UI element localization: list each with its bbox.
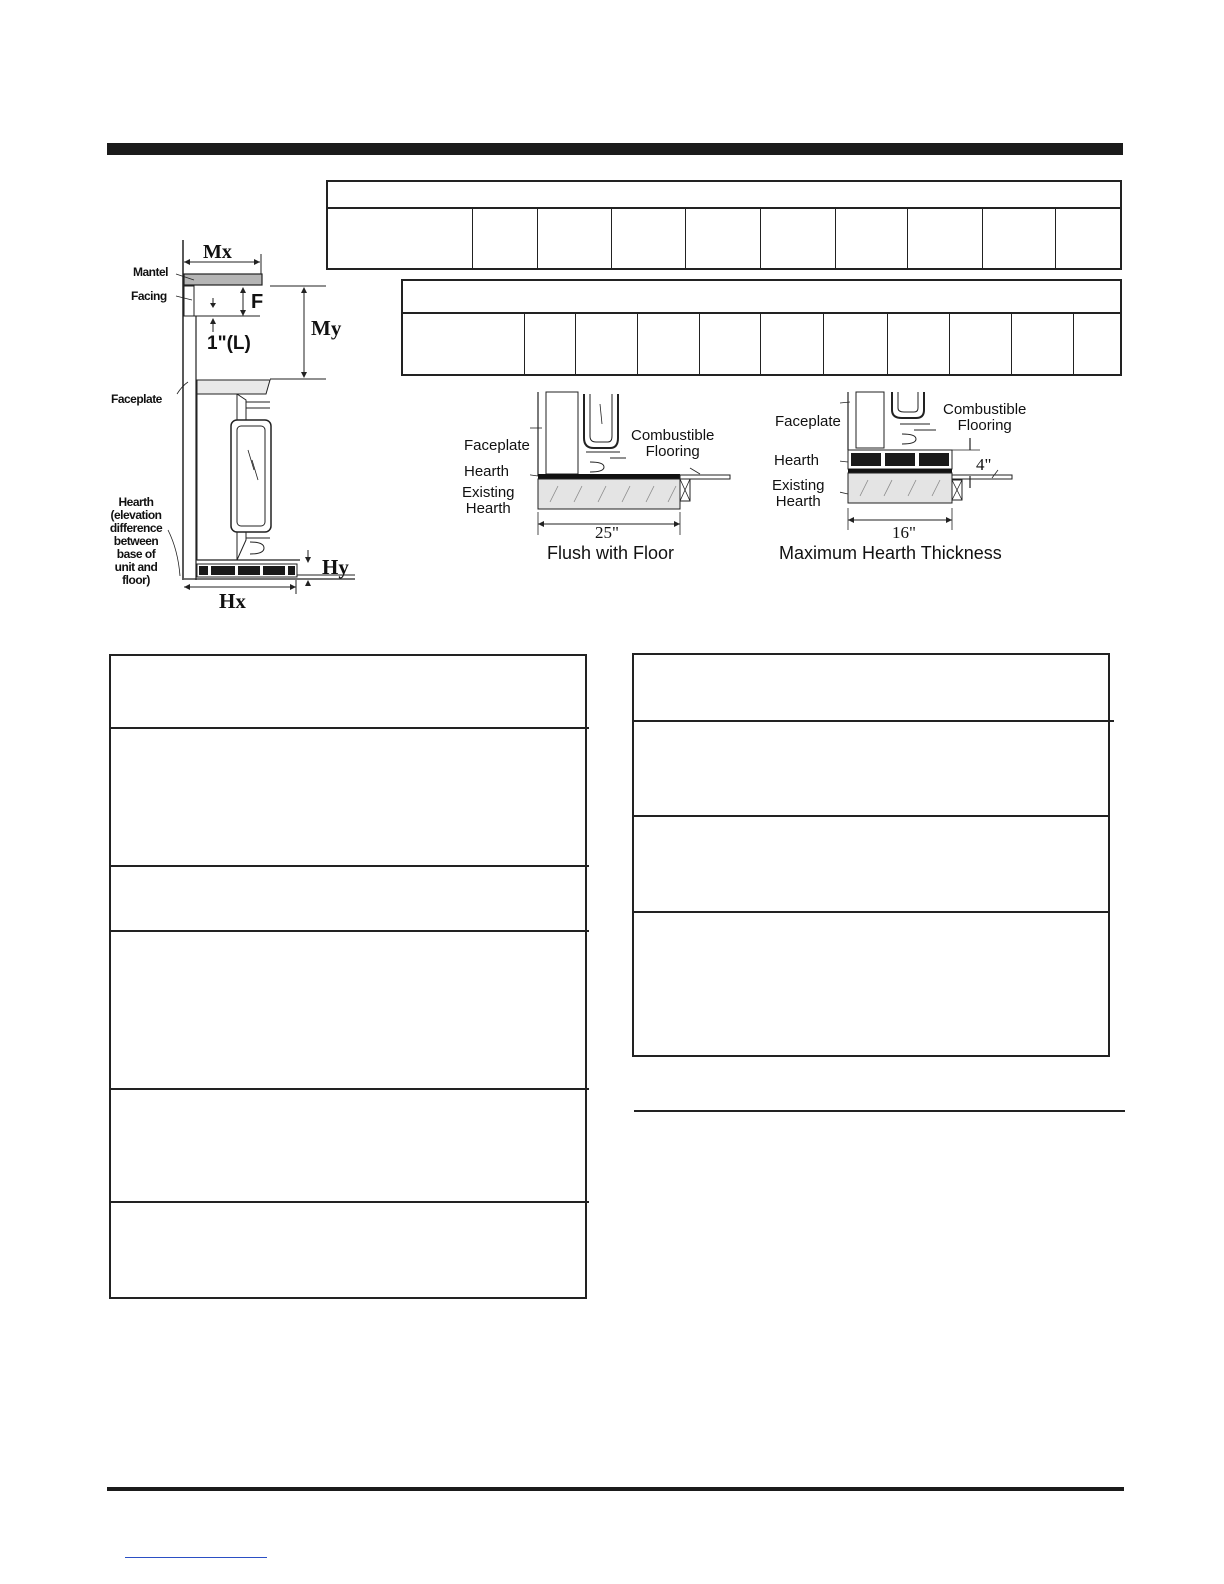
section-rule [634,1110,1125,1112]
flush-faceplate-label: Faceplate [464,437,530,454]
flush-existing-hearth-label: Existing Hearth [462,484,515,517]
flush-hearth-diagram [530,390,735,540]
footer-link-underline[interactable] [125,1557,267,1558]
max-caption: Maximum Hearth Thickness [779,543,1002,563]
mx-label: Mx [203,241,232,263]
my-label: My [311,316,342,340]
left-instruction-box [109,654,587,1299]
flush-flooring-label: Combustible Flooring [631,427,715,460]
l-clearance-label: 1"(L) [207,333,251,354]
max-flooring-label: Combustible Flooring [943,401,1027,434]
hearth-note: Hearth (elevation difference between base of unit and floor) [109,495,163,587]
mantel-clearance-table [326,180,1122,270]
header-rule [107,143,1123,155]
hearth-clearance-table [401,279,1122,376]
footer-rule [107,1487,1124,1491]
table-header-divider [403,312,1120,314]
flush-caption: Flush with Floor [547,543,675,563]
hx-label: Hx [219,589,246,613]
f-label: F [251,291,264,313]
right-instruction-box [632,653,1110,1057]
max-existing-hearth-label: Existing Hearth [772,477,825,510]
max-faceplate-label: Faceplate [775,413,841,430]
max-width-dimension: 16" [892,523,916,542]
flush-hearth-label: Hearth [464,463,510,480]
flush-width-dimension: 25" [595,523,619,542]
faceplate-label: Faceplate [111,392,162,406]
facing-label: Facing [131,289,167,303]
hy-label: Hy [322,555,349,579]
mantel-label: Mantel [133,265,169,279]
max-height-dimension: 4" [976,455,992,474]
max-hearth-label: Hearth [774,452,820,469]
table-header-divider [328,207,1120,209]
